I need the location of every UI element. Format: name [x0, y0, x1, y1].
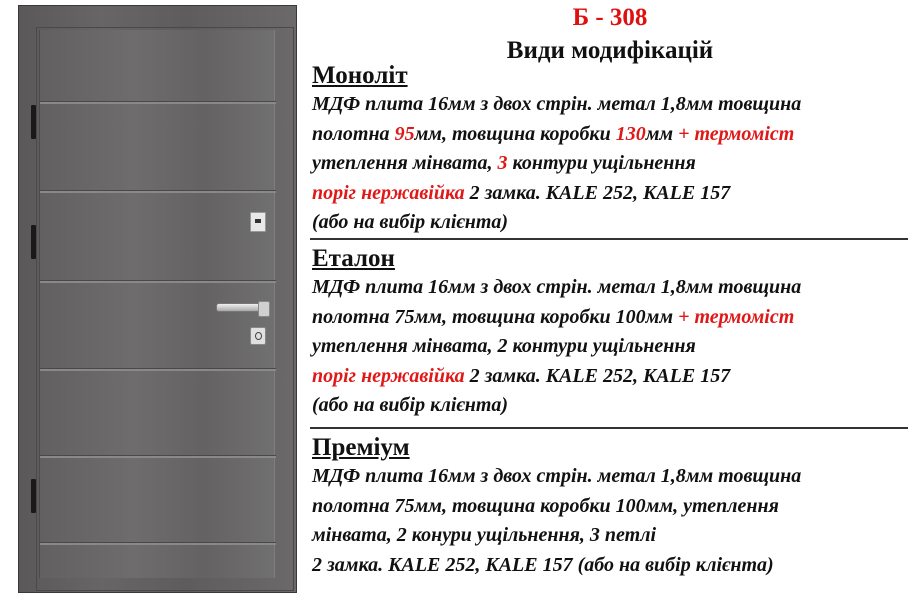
spec-line: [312, 179, 912, 209]
spec-text: полотна: [312, 122, 395, 145]
spec-highlight: 3: [497, 152, 508, 174]
spec-highlight: поріг нержавійка: [312, 364, 465, 387]
spec-text: утеплення мінвата,: [312, 152, 498, 174]
hinge-icon: [31, 225, 36, 259]
spec-highlight: + термоміст: [678, 122, 795, 145]
spec-highlight: 130: [615, 122, 646, 145]
section-monolit: [312, 62, 912, 238]
spec-text: 2 замка. KALE 252, KALE 157: [464, 364, 731, 387]
spec-text: полотна 75мм, товщина коробки 100мм: [312, 305, 679, 328]
spec-line: [312, 332, 912, 362]
spec-text: 2 замка. KALE 252, KALE 157: [464, 181, 731, 204]
spec-line: [312, 208, 912, 238]
divider: [310, 427, 908, 429]
spec-line: [312, 551, 912, 581]
section-title: Еталон: [312, 245, 395, 272]
spec-text: мм: [645, 122, 679, 145]
spec-line: [312, 391, 912, 421]
spec-text: мм, товщина коробки: [414, 122, 616, 145]
door-groove: [40, 190, 276, 193]
door-viewer-icon: [250, 212, 266, 232]
spec-highlight: + термоміст: [678, 305, 795, 328]
hinge-icon: [31, 105, 36, 139]
spec-text: 2 замка. KALE 252, KALE 157 (або на вибір клієнта): [312, 553, 774, 576]
spec-text: МДФ плита 16мм з двох стрін. метал 1,8мм товщина: [312, 465, 802, 487]
door-handle-rose: [258, 301, 270, 317]
spec-text: (або на вибір клієнта): [312, 211, 509, 233]
spec-text: полотна 75мм, товщина коробки 100мм, утеплення: [312, 494, 779, 517]
hinge-icon: [31, 479, 36, 513]
door-image: [18, 5, 297, 593]
section-premium: [312, 434, 912, 580]
spec-line: [312, 303, 912, 333]
spec-text: мінвата, 2 конури ущільнення, 3 петлі: [312, 524, 657, 546]
door-groove: [40, 455, 276, 458]
spec-text: утеплення мінвата, 2 контури ущільнення: [312, 335, 696, 357]
door-groove: [40, 542, 276, 545]
spec-text: МДФ плита 16мм з двох стрін. метал 1,8мм товщина: [312, 276, 802, 298]
spec-text: МДФ плита 16мм з двох стрін. метал 1,8мм товщина: [312, 93, 802, 115]
spec-line: [312, 521, 912, 551]
divider: [310, 238, 908, 240]
spec-highlight: поріг нержавійка: [312, 181, 465, 204]
door-groove: [40, 101, 276, 104]
section-body: [312, 90, 912, 238]
section-body: [312, 462, 912, 580]
section-title: Преміум: [312, 434, 410, 461]
product-code: Б - 308: [572, 4, 648, 31]
lock-cylinder-icon: [250, 327, 266, 345]
section-etalon: [312, 245, 912, 421]
section-body: [312, 273, 912, 421]
spec-highlight: 95: [394, 122, 415, 145]
spec-line: [312, 362, 912, 392]
spec-line: [312, 462, 912, 492]
spec-line: [312, 149, 912, 179]
door-groove: [40, 280, 276, 283]
spec-line: [312, 90, 912, 120]
door-groove: [40, 368, 276, 371]
spec-text: (або на вибір клієнта): [312, 394, 509, 416]
spec-line: [312, 120, 912, 150]
spec-line: [312, 273, 912, 303]
spec-line: [312, 492, 912, 522]
section-title: Моноліт: [312, 62, 408, 89]
page-subtitle: Види модифікацій: [506, 37, 714, 64]
spec-text: контури ущільнення: [507, 152, 696, 174]
